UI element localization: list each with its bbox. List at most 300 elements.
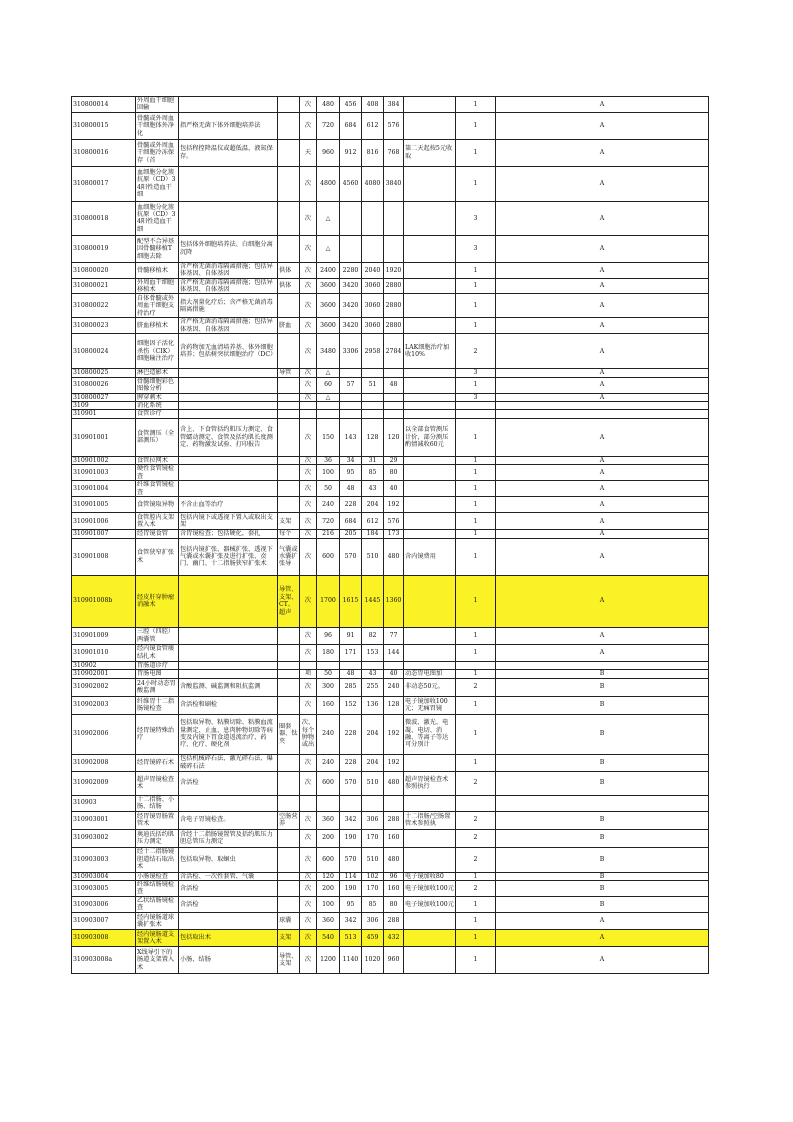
exclusion-cell	[278, 294, 300, 318]
price-4-cell: 96	[384, 872, 404, 880]
content-cell	[179, 481, 278, 497]
table-row	[72, 896, 709, 912]
note-cell: 含内镜费用	[404, 538, 456, 575]
table-row	[72, 627, 709, 644]
price-4-cell: 192	[384, 754, 404, 771]
level-cell: 1	[456, 377, 496, 393]
content-cell: 包括程控降温仪或超低温、液氮保存。	[179, 139, 278, 166]
table-row	[72, 829, 709, 847]
level-cell: 3	[456, 393, 496, 401]
price-3-cell: 43	[362, 481, 384, 497]
name-cell: 硬性食管镜检查	[136, 465, 179, 481]
category-cell: A	[496, 139, 709, 166]
price-4-cell: 144	[384, 644, 404, 661]
unit-cell: 次	[300, 278, 317, 294]
price-4-cell: 120	[384, 418, 404, 456]
price-2-cell: 285	[340, 678, 362, 696]
level-cell: 2	[456, 829, 496, 847]
note-cell: 动态胃电图加	[404, 670, 456, 678]
level-cell: 3	[456, 369, 496, 377]
name-cell: 纤维结肠镜检查	[136, 880, 179, 896]
level-cell: 1	[456, 294, 496, 318]
note-cell: 十二指肠/空肠置管术参照执	[404, 811, 456, 829]
note-cell: 电子镜加收80	[404, 872, 456, 880]
category-cell: B	[496, 670, 709, 678]
note-cell: 非动态50元。	[404, 678, 456, 696]
note-cell	[404, 530, 456, 538]
exclusion-cell: 导管	[278, 369, 300, 377]
note-cell	[404, 644, 456, 661]
category-cell: A	[496, 97, 709, 113]
category-cell: A	[496, 334, 709, 369]
content-cell: 含酸监测、碱监测和阻抗监测	[179, 678, 278, 696]
unit-cell: 次	[300, 456, 317, 464]
price-1-cell: 240	[317, 497, 340, 513]
exclusion-cell	[278, 896, 300, 912]
price-3-cell: 204	[362, 497, 384, 513]
exclusion-cell	[278, 334, 300, 369]
content-cell: 含严格无菌消毒隔离措施；包括异体基因、自体基因	[179, 262, 278, 278]
price-2-cell: 48	[340, 481, 362, 497]
price-4-cell: 29	[384, 456, 404, 464]
table-row	[72, 201, 709, 235]
price-4-cell: 2880	[384, 294, 404, 318]
table-row	[72, 847, 709, 872]
exclusion-cell: 供体	[278, 262, 300, 278]
price-1-cell	[317, 795, 340, 811]
unit-cell: 次	[300, 97, 317, 113]
unit-cell: 次	[300, 465, 317, 481]
price-3-cell: 3060	[362, 278, 384, 294]
table-row	[72, 393, 709, 401]
price-2-cell	[340, 201, 362, 235]
note-cell	[404, 262, 456, 278]
exclusion-cell	[278, 661, 300, 669]
price-1-cell: △	[317, 393, 340, 401]
level-cell: 1	[456, 754, 496, 771]
note-cell	[404, 627, 456, 644]
price-4-cell: 128	[384, 696, 404, 714]
content-cell: 含活检、一次性套管、气囊	[179, 872, 278, 880]
note-cell	[404, 754, 456, 771]
code-cell: 310901008	[72, 538, 136, 575]
table-row	[72, 795, 709, 811]
price-1-cell: 240	[317, 714, 340, 754]
price-3-cell: 170	[362, 829, 384, 847]
code-cell: 310901002	[72, 456, 136, 464]
content-cell	[179, 661, 278, 669]
price-1-cell: 3480	[317, 334, 340, 369]
unit-cell	[300, 402, 317, 410]
price-1-cell: △	[317, 201, 340, 235]
exclusion-cell: 气囊或水囊扩张导	[278, 538, 300, 575]
unit-cell: 次	[300, 880, 317, 896]
content-cell: 含电子胃镜检查。	[179, 811, 278, 829]
category-cell: A	[496, 513, 709, 530]
exclusion-cell	[278, 880, 300, 896]
level-cell: 2	[456, 771, 496, 795]
unit-cell: 次	[300, 678, 317, 696]
price-3-cell: 510	[362, 771, 384, 795]
price-2-cell: 48	[340, 670, 362, 678]
price-2-cell: 205	[340, 530, 362, 538]
price-3-cell: 102	[362, 872, 384, 880]
price-3-cell: 3060	[362, 294, 384, 318]
category-cell: B	[496, 754, 709, 771]
level-cell: 1	[456, 139, 496, 166]
level-cell: 2	[456, 678, 496, 696]
table-row	[72, 530, 709, 538]
category-cell: A	[496, 481, 709, 497]
note-cell	[404, 575, 456, 627]
content-cell: 含活检	[179, 880, 278, 896]
level-cell: 1	[456, 670, 496, 678]
price-table	[71, 96, 709, 974]
exclusion-cell	[278, 771, 300, 795]
level-cell: 1	[456, 644, 496, 661]
price-2-cell	[340, 393, 362, 401]
unit-cell: 次	[300, 201, 317, 235]
price-2-cell: 570	[340, 771, 362, 795]
code-cell: 310902003	[72, 696, 136, 714]
price-2-cell: 3420	[340, 294, 362, 318]
level-cell: 3	[456, 235, 496, 262]
table-row	[72, 410, 709, 418]
price-2-cell: 34	[340, 456, 362, 464]
price-2-cell: 3420	[340, 318, 362, 334]
category-cell: A	[496, 262, 709, 278]
level-cell: 1	[456, 465, 496, 481]
name-cell: 骨髓移植术	[136, 262, 179, 278]
note-cell	[404, 481, 456, 497]
price-3-cell: 204	[362, 714, 384, 754]
unit-cell: 次	[300, 294, 317, 318]
code-cell: 310901007	[72, 530, 136, 538]
table-row	[72, 872, 709, 880]
category-cell: A	[496, 465, 709, 481]
name-cell: 食管测压（全部测压）	[136, 418, 179, 456]
level-cell: 1	[456, 112, 496, 139]
table-row	[72, 369, 709, 377]
code-cell: 310903005	[72, 880, 136, 896]
price-3-cell: 510	[362, 847, 384, 872]
table-row	[72, 465, 709, 481]
content-cell	[179, 166, 278, 201]
name-cell: 经内镜肠道球囊扩张术	[136, 912, 179, 929]
unit-cell: 次	[300, 235, 317, 262]
price-3-cell: 82	[362, 627, 384, 644]
price-3-cell: 136	[362, 696, 384, 714]
name-cell: 三腔（四腔）两囊管	[136, 627, 179, 644]
price-1-cell: 600	[317, 847, 340, 872]
name-cell: 骨髓或外周血干细胞体外净化	[136, 112, 179, 139]
price-3-cell	[362, 369, 384, 377]
price-3-cell	[362, 410, 384, 418]
unit-cell: 次	[300, 418, 317, 456]
price-4-cell: 240	[384, 678, 404, 696]
price-3-cell: 2040	[362, 262, 384, 278]
level-cell	[456, 402, 496, 410]
price-4-cell: 48	[384, 377, 404, 393]
price-4-cell: 77	[384, 627, 404, 644]
note-cell	[404, 795, 456, 811]
code-cell: 310800015	[72, 112, 136, 139]
exclusion-cell	[278, 402, 300, 410]
table-row	[72, 714, 709, 754]
unit-cell: 次	[300, 497, 317, 513]
exclusion-cell	[278, 696, 300, 714]
category-cell: B	[496, 847, 709, 872]
unit-cell: 次	[300, 538, 317, 575]
name-cell: X线导引下的肠道支架置入术	[136, 946, 179, 973]
category-cell	[496, 795, 709, 811]
exclusion-cell	[278, 166, 300, 201]
content-cell: 包括内镜扩张、器械扩张、透视下气囊或水囊扩张及进行扩张、贲门、幽门、十二指肠狭窄扩张术	[179, 538, 278, 575]
note-cell: LAK细胞治疗加收10%	[404, 334, 456, 369]
table-row	[72, 294, 709, 318]
category-cell: A	[496, 418, 709, 456]
price-4-cell: 288	[384, 912, 404, 929]
note-cell: 电子镜加收100元；无痛胃镜	[404, 696, 456, 714]
price-4-cell: 432	[384, 929, 404, 946]
price-2-cell: 114	[340, 872, 362, 880]
table-row	[72, 481, 709, 497]
price-3-cell: 255	[362, 678, 384, 696]
unit-cell: 项	[300, 670, 317, 678]
level-cell: 1	[456, 456, 496, 464]
price-4-cell: 80	[384, 465, 404, 481]
code-cell: 310903008a	[72, 946, 136, 973]
price-3-cell: 306	[362, 811, 384, 829]
category-cell: A	[496, 946, 709, 973]
price-2-cell: 228	[340, 714, 362, 754]
price-4-cell	[384, 795, 404, 811]
price-1-cell: 150	[317, 418, 340, 456]
price-1-cell: 160	[317, 696, 340, 714]
price-3-cell	[362, 795, 384, 811]
price-4-cell	[384, 661, 404, 669]
content-cell	[179, 393, 278, 401]
content-cell: 不含止血等治疗	[179, 497, 278, 513]
code-cell: 310800014	[72, 97, 136, 113]
content-cell	[179, 97, 278, 113]
price-4-cell: 173	[384, 530, 404, 538]
price-4-cell: 480	[384, 847, 404, 872]
table-row	[72, 497, 709, 513]
price-2-cell	[340, 410, 362, 418]
name-cell: 食管镜取异物	[136, 497, 179, 513]
exclusion-cell	[278, 644, 300, 661]
price-4-cell	[384, 410, 404, 418]
level-cell	[456, 410, 496, 418]
level-cell: 1	[456, 929, 496, 946]
exclusion-cell	[278, 377, 300, 393]
category-cell: A	[496, 929, 709, 946]
note-cell	[404, 410, 456, 418]
level-cell: 2	[456, 334, 496, 369]
exclusion-cell	[278, 393, 300, 401]
content-cell	[179, 795, 278, 811]
price-2-cell: 456	[340, 97, 362, 113]
code-cell: 3109	[72, 402, 136, 410]
content-cell: 小肠、结肠	[179, 946, 278, 973]
content-cell	[179, 575, 278, 627]
category-cell: A	[496, 235, 709, 262]
price-3-cell	[362, 393, 384, 401]
price-1-cell	[317, 410, 340, 418]
exclusion-cell: 导管、支架、CT、超声	[278, 575, 300, 627]
code-cell: 310902	[72, 661, 136, 669]
unit-cell: 次	[300, 318, 317, 334]
price-2-cell: 95	[340, 465, 362, 481]
note-cell: 微波、激光、电凝、电切、消融、等离子等达可分别计	[404, 714, 456, 754]
unit-cell: 天	[300, 139, 317, 166]
price-4-cell: 960	[384, 946, 404, 973]
price-1-cell: 600	[317, 771, 340, 795]
code-cell: 310903002	[72, 829, 136, 847]
unit-cell	[300, 410, 317, 418]
exclusion-cell	[278, 678, 300, 696]
table-row	[72, 946, 709, 973]
content-cell	[179, 627, 278, 644]
price-3-cell: 306	[362, 912, 384, 929]
level-cell: 1	[456, 946, 496, 973]
note-cell	[404, 369, 456, 377]
exclusion-cell	[278, 235, 300, 262]
category-cell	[496, 661, 709, 669]
price-1-cell: 200	[317, 880, 340, 896]
exclusion-cell	[278, 97, 300, 113]
exclusion-cell	[278, 754, 300, 771]
price-3-cell: 51	[362, 377, 384, 393]
note-cell: 以全部食管测压计价，部分测压酌情减收60元	[404, 418, 456, 456]
note-cell	[404, 235, 456, 262]
name-cell: 血细胞分化簇抗原（CD）34阳性造血干细	[136, 201, 179, 235]
exclusion-cell: 脐血	[278, 318, 300, 334]
content-cell	[179, 402, 278, 410]
code-cell: 310901006	[72, 513, 136, 530]
category-cell: B	[496, 829, 709, 847]
table-row	[72, 456, 709, 464]
content-cell: 指大剂量化疗后；含严格无菌消毒隔离措施	[179, 294, 278, 318]
price-2-cell: 2280	[340, 262, 362, 278]
level-cell: 1	[456, 513, 496, 530]
unit-cell: 次	[300, 112, 317, 139]
table-row	[72, 929, 709, 946]
content-cell: 含药物加无血清培养基、体外细胞培养；包括树突状细胞治疗（DC）	[179, 334, 278, 369]
exclusion-cell: 支架	[278, 929, 300, 946]
category-cell: B	[496, 678, 709, 696]
table-row	[72, 661, 709, 669]
level-cell	[456, 795, 496, 811]
unit-cell: 次	[300, 481, 317, 497]
table-row	[72, 644, 709, 661]
unit-cell: 次、每个肿物或出	[300, 714, 317, 754]
name-cell: 24小时动态胃酸监测	[136, 678, 179, 696]
price-2-cell: 684	[340, 513, 362, 530]
content-cell	[179, 377, 278, 393]
price-3-cell: 510	[362, 538, 384, 575]
table-row	[72, 334, 709, 369]
code-cell: 310902001	[72, 670, 136, 678]
price-4-cell: 192	[384, 497, 404, 513]
content-cell: 指严格无菌下体外细胞培养法	[179, 112, 278, 139]
category-cell: B	[496, 896, 709, 912]
code-cell: 310901008b	[72, 575, 136, 627]
note-cell: 电子镜加收100元	[404, 880, 456, 896]
name-cell: 配型不合异基因骨髓移植T细胞去除	[136, 235, 179, 262]
code-cell: 310903003	[72, 847, 136, 872]
level-cell: 1	[456, 714, 496, 754]
content-cell: 包括内镜下或透视下置入或取出支架	[179, 513, 278, 530]
category-cell: A	[496, 575, 709, 627]
price-2-cell: 3420	[340, 278, 362, 294]
category-cell: B	[496, 714, 709, 754]
name-cell: 奥迪氏括约肌压力测定	[136, 829, 179, 847]
level-cell: 1	[456, 166, 496, 201]
category-cell: A	[496, 369, 709, 377]
note-cell: 电子镜加收100元	[404, 896, 456, 912]
unit-cell: 次	[300, 644, 317, 661]
unit-cell: 次	[300, 754, 317, 771]
price-1-cell: △	[317, 235, 340, 262]
price-2-cell: 3306	[340, 334, 362, 369]
content-cell	[179, 670, 278, 678]
unit-cell: 次	[300, 530, 317, 538]
price-3-cell: 31	[362, 456, 384, 464]
price-4-cell: 40	[384, 670, 404, 678]
code-cell: 310800025	[72, 369, 136, 377]
price-2-cell	[340, 369, 362, 377]
code-cell: 310902008	[72, 754, 136, 771]
exclusion-cell: 空肠营养	[279, 812, 298, 827]
price-4-cell: 480	[384, 771, 404, 795]
price-3-cell: 85	[362, 465, 384, 481]
content-cell: 包括取异物、粘膜切除、粘膜血流量测定、止血、息肉肿物切除等病变及内镜下胃食道返流治疗、药疗、化疗、硬化剂	[179, 714, 278, 754]
price-1-cell: 120	[317, 872, 340, 880]
note-cell	[404, 294, 456, 318]
level-cell: 1	[456, 575, 496, 627]
price-2-cell: 91	[340, 627, 362, 644]
unit-cell: 次	[300, 334, 317, 369]
name-cell: 食管狭窄扩张术	[136, 538, 179, 575]
level-cell: 2	[456, 811, 496, 829]
level-cell: 1	[456, 481, 496, 497]
name-cell: 经内镜食管瘘结扎术	[136, 644, 179, 661]
content-cell	[179, 369, 278, 377]
unit-cell: 次	[300, 369, 317, 377]
code-cell: 310901009	[72, 627, 136, 644]
category-cell: B	[496, 696, 709, 714]
exclusion-cell	[278, 481, 300, 497]
unit-cell: 次	[300, 262, 317, 278]
content-cell	[179, 201, 278, 235]
price-3-cell: 459	[362, 929, 384, 946]
price-2-cell	[340, 661, 362, 669]
name-cell: 骨髓或外周血干细胞冷冻保存（首	[136, 139, 179, 166]
code-cell: 310901	[72, 410, 136, 418]
price-3-cell: 4080	[362, 166, 384, 201]
price-1-cell: 50	[317, 670, 340, 678]
price-3-cell	[362, 661, 384, 669]
price-4-cell: 1920	[384, 262, 404, 278]
level-cell: 1	[456, 318, 496, 334]
code-cell: 310800027	[72, 393, 136, 401]
table-row	[72, 278, 709, 294]
level-cell: 2	[456, 847, 496, 872]
note-cell	[404, 166, 456, 201]
code-cell: 310903006	[72, 896, 136, 912]
